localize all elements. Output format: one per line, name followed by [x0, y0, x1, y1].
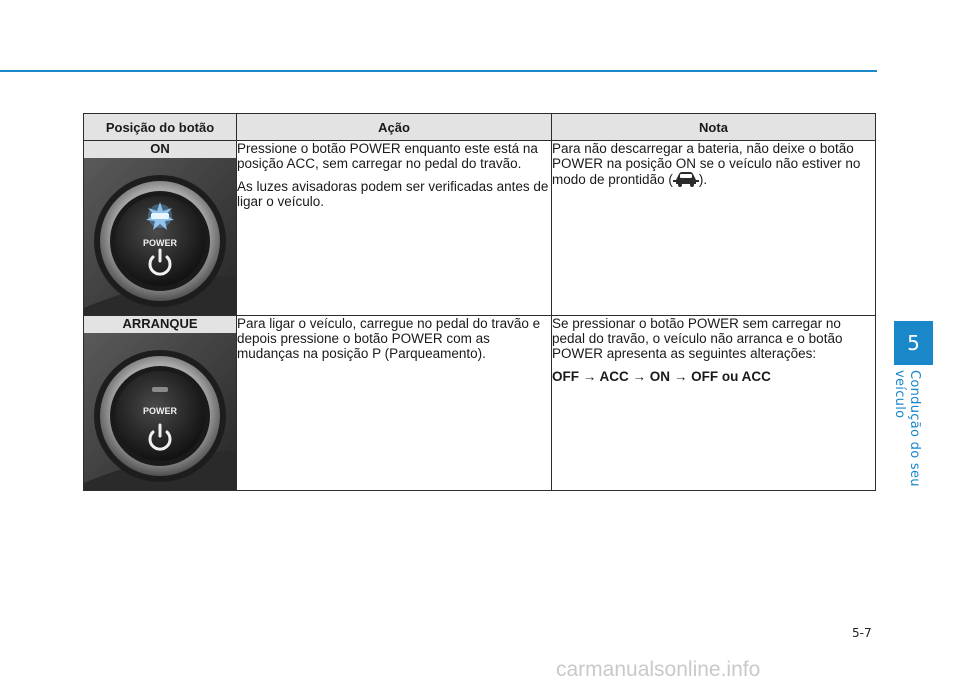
note-cell-on [552, 141, 876, 316]
chapter-title: Condução do seu veículo [892, 370, 922, 487]
power-button-photo-arranque [84, 333, 236, 490]
power-button-table [83, 113, 876, 491]
arrow-right-icon: → [582, 369, 597, 384]
note-text-after-icon: ). [698, 172, 708, 187]
note-text-before-icon: Para não descarregar a bateria, não deixe o botão POWER na posição ON se o veículo não estiver no modo de prontidão ( [552, 141, 861, 187]
state-sequence [552, 369, 875, 384]
arrow-right-icon: → [673, 369, 688, 384]
table-row-arranque [84, 316, 876, 491]
position-cell-on [84, 141, 237, 316]
position-label-on: ON [84, 141, 236, 158]
state-off-or-acc: OFF ou ACC [691, 369, 771, 384]
state-acc: ACC [599, 369, 629, 384]
chapter-tab: 5 [894, 321, 933, 365]
power-button-label: POWER [142, 238, 177, 248]
action-text: As luzes avisadoras podem ser verificadas antes de ligar o veículo. [237, 179, 549, 209]
action-text: Pressione o botão POWER enquanto este está na posição ACC, sem carregar no pedal do travão. [237, 141, 538, 171]
ready-car-icon [673, 171, 699, 190]
note-text: Se pressionar o botão POWER sem carregar no pedal do travão, o veículo não arranca e o botão POWER apresenta as seguintes alterações: [552, 316, 843, 361]
position-cell-arranque [84, 316, 237, 491]
table-row-on [84, 141, 876, 316]
power-button-photo-on [84, 158, 236, 315]
note-cell-arranque [552, 316, 876, 491]
action-cell-on [237, 141, 552, 316]
indicator-light [152, 387, 168, 392]
state-on: ON [649, 369, 671, 384]
position-label-arranque: ARRANQUE [84, 316, 236, 333]
action-cell-arranque [237, 316, 552, 491]
top-rule [0, 70, 877, 72]
header-note: Nota [552, 114, 876, 141]
action-text: Para ligar o veículo, carregue no pedal do travão e depois pressione o botão POWER com as mudanças na posição P (Parqueamento). [237, 316, 541, 361]
arrow-right-icon: → [632, 369, 647, 384]
power-button-label: POWER [142, 406, 177, 416]
header-action: Ação [237, 114, 552, 141]
table-header-row [84, 114, 876, 141]
state-off: OFF [552, 369, 579, 384]
page-number: 5-7 [852, 626, 872, 640]
note-text [552, 141, 875, 190]
header-position: Posição do botão [84, 114, 237, 141]
watermark: carmanualsonline.info [556, 658, 761, 681]
